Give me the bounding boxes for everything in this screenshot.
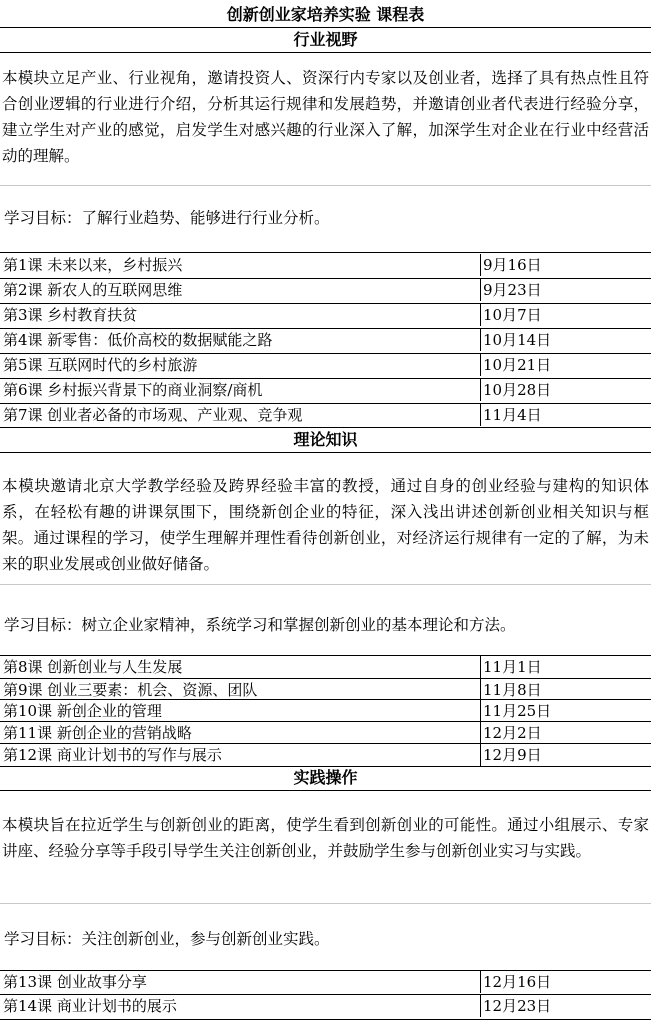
section-heading-practice: 实践操作 <box>293 768 358 787</box>
lesson-row <box>0 329 651 351</box>
divider <box>0 584 651 585</box>
lesson-date: 12月2日 <box>480 722 651 744</box>
lesson-row <box>0 722 651 744</box>
lesson-name: 第14课 商业计划书的展示 <box>3 997 177 1015</box>
lesson-name: 第11课 新创企业的营销战略 <box>3 724 192 742</box>
divider <box>0 452 651 453</box>
lesson-row <box>0 995 651 1017</box>
lesson-date: 9月23日 <box>480 279 651 301</box>
divider <box>0 1019 651 1020</box>
divider <box>0 790 651 791</box>
lesson-row <box>0 354 651 376</box>
lesson-date: 12月9日 <box>480 744 651 766</box>
divider <box>0 252 651 253</box>
lesson-date: 10月14日 <box>480 329 651 351</box>
lesson-row <box>0 404 651 426</box>
lesson-date: 10月28日 <box>480 379 651 401</box>
lesson-row <box>0 279 651 301</box>
section-goal-practice: 学习目标：关注创新创业，参与创新创业实践。 <box>4 930 330 948</box>
lesson-row <box>0 304 651 326</box>
lesson-row <box>0 971 651 993</box>
lesson-row <box>0 679 651 701</box>
section-goal-theory: 学习目标：树立企业家精神，系统学习和掌握创新创业的基本理论和方法。 <box>4 616 516 634</box>
lesson-date: 11月4日 <box>480 404 651 426</box>
lesson-row <box>0 254 651 276</box>
lesson-date: 11月8日 <box>480 679 651 701</box>
lesson-date: 12月16日 <box>480 971 651 993</box>
lesson-name: 第2课 新农人的互联网思维 <box>3 281 183 299</box>
lesson-date: 9月16日 <box>480 254 651 276</box>
lesson-name: 第5课 互联网时代的乡村旅游 <box>3 356 198 374</box>
section-goal-industry: 学习目标：了解行业趋势、能够进行行业分析。 <box>4 209 330 227</box>
divider <box>0 27 651 28</box>
page-title: 创新创业家培养实验 课程表 <box>226 5 425 24</box>
section-heading-industry: 行业视野 <box>293 30 358 49</box>
lesson-row <box>0 656 651 678</box>
section-description-practice: 本模块旨在拉近学生与创新创业的距离，使学生看到创新创业的可能性。通过小组展示、专家讲座、经验分享等手段引导学生关注创新创业，并鼓励学生参与创新创业实习与实践。 <box>2 816 649 860</box>
lesson-name: 第8课 创新创业与人生发展 <box>3 658 183 676</box>
lesson-row <box>0 744 651 766</box>
lesson-name: 第1课 未来以来，乡村振兴 <box>3 256 183 274</box>
divider <box>0 427 651 428</box>
lesson-row <box>0 700 651 722</box>
lesson-date: 12月23日 <box>480 995 651 1017</box>
lesson-date: 10月21日 <box>480 354 651 376</box>
lesson-date: 10月7日 <box>480 304 651 326</box>
lesson-date: 11月1日 <box>480 656 651 678</box>
lesson-name: 第12课 商业计划书的写作与展示 <box>3 746 222 764</box>
lesson-name: 第10课 新创企业的管理 <box>3 702 162 720</box>
lesson-name: 第6课 乡村振兴背景下的商业洞察/商机 <box>3 381 263 399</box>
section-heading-theory: 理论知识 <box>293 430 358 449</box>
lesson-row <box>0 379 651 401</box>
lesson-name: 第4课 新零售：低价高校的数据赋能之路 <box>3 331 273 349</box>
lesson-name: 第13课 创业故事分享 <box>3 973 147 991</box>
lesson-name: 第3课 乡村教育扶贫 <box>3 306 138 324</box>
lesson-name: 第7课 创业者必备的市场观、产业观、竞争观 <box>3 406 303 424</box>
divider <box>0 52 651 53</box>
section-description-industry: 本模块立足产业、行业视角，邀请投资人、资深行内专家以及创业者，选择了具有热点性且符合创业逻辑的行业进行介绍，分析其运行规律和发展趋势，并邀请创业者代表进行经验分享，建立学生对产业的感觉，启发学生对感兴趣的行业深入了解，加深学生对企业在行业中经营活动的理解。 <box>2 69 649 165</box>
divider <box>0 903 651 904</box>
section-description-theory: 本模块邀请北京大学教学经验及跨界经验丰富的教授，通过自身的创业经验与建构的知识体系，在轻松有趣的讲课氛围下，围绕新创企业的特征，深入浅出讲述创新创业相关知识与框架。通过课程的学习，使学生理解并理性看待创新创业，对经济运行规律有一定的了解，为未来的职业发展或创业做好储备。 <box>2 477 649 573</box>
lesson-date: 11月25日 <box>480 700 651 722</box>
divider <box>0 185 651 186</box>
lesson-name: 第9课 创业三要素：机会、资源、团队 <box>3 681 258 699</box>
